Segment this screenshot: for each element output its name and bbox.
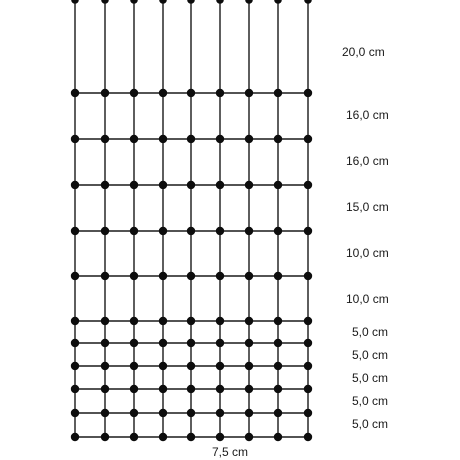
knot-r1-c3 <box>130 89 138 97</box>
knot-r1-c5 <box>187 89 195 97</box>
knot-r11-c7 <box>245 433 253 441</box>
knot-r5-c3 <box>130 272 138 280</box>
knot-r11-c9 <box>304 433 312 441</box>
knot-r7-c5 <box>187 339 195 347</box>
row-spacing-label-9: 5,0 cm <box>352 371 389 385</box>
knot-r9-c9 <box>304 385 312 393</box>
knot-r10-c4 <box>159 409 167 417</box>
knot-r9-c7 <box>245 385 253 393</box>
knot-r2-c4 <box>159 135 167 143</box>
vertical-wires <box>75 0 308 437</box>
knot-r8-c1 <box>71 362 79 370</box>
knot-r7-c1 <box>71 339 79 347</box>
knot-r2-c3 <box>130 135 138 143</box>
knot-r3-c7 <box>245 181 253 189</box>
knot-r2-c2 <box>101 135 109 143</box>
knot-r3-c1 <box>71 181 79 189</box>
row-spacing-label-11: 5,0 cm <box>352 417 389 431</box>
knot-r11-c6 <box>216 433 224 441</box>
knot-r7-c6 <box>216 339 224 347</box>
knot-r7-c9 <box>304 339 312 347</box>
knot-r10-c8 <box>274 409 282 417</box>
row-spacing-label-6: 10,0 cm <box>346 292 389 306</box>
knot-r10-c1 <box>71 409 79 417</box>
knot-r9-c3 <box>130 385 138 393</box>
knot-r2-c8 <box>274 135 282 143</box>
knot-r10-c3 <box>130 409 138 417</box>
knot-r10-c5 <box>187 409 195 417</box>
knot-r7-c3 <box>130 339 138 347</box>
knot-r9-c5 <box>187 385 195 393</box>
knot-r8-c8 <box>274 362 282 370</box>
knot-r5-c2 <box>101 272 109 280</box>
knot-r5-c6 <box>216 272 224 280</box>
knot-r11-c3 <box>130 433 138 441</box>
knot-r3-c4 <box>159 181 167 189</box>
knot-r1-c6 <box>216 89 224 97</box>
knot-r4-c2 <box>101 227 109 235</box>
knot-r5-c5 <box>187 272 195 280</box>
knot-r0-c2 <box>101 0 109 4</box>
knot-r8-c5 <box>187 362 195 370</box>
row-spacing-label-1: 20,0 cm <box>342 45 385 59</box>
row-spacing-label-10: 5,0 cm <box>352 394 389 408</box>
knot-r5-c1 <box>71 272 79 280</box>
knot-r3-c2 <box>101 181 109 189</box>
knot-r10-c2 <box>101 409 109 417</box>
knot-r0-c5 <box>187 0 195 4</box>
knot-r7-c4 <box>159 339 167 347</box>
knot-r0-c3 <box>130 0 138 4</box>
knot-r4-c3 <box>130 227 138 235</box>
knot-r11-c5 <box>187 433 195 441</box>
row-spacing-label-3: 16,0 cm <box>346 154 389 168</box>
knot-r2-c5 <box>187 135 195 143</box>
knot-r0-c4 <box>159 0 167 4</box>
knot-r8-c2 <box>101 362 109 370</box>
knot-r6-c8 <box>274 317 282 325</box>
knot-r10-c6 <box>216 409 224 417</box>
knot-r6-c9 <box>304 317 312 325</box>
knot-r4-c5 <box>187 227 195 235</box>
row-spacing-label-7: 5,0 cm <box>352 325 389 339</box>
knot-r2-c9 <box>304 135 312 143</box>
knot-r7-c7 <box>245 339 253 347</box>
knot-r1-c8 <box>274 89 282 97</box>
knot-r6-c5 <box>187 317 195 325</box>
knot-r0-c9 <box>304 0 312 4</box>
knot-r1-c9 <box>304 89 312 97</box>
knot-r0-c8 <box>274 0 282 4</box>
knot-r4-c8 <box>274 227 282 235</box>
knot-r0-c6 <box>216 0 224 4</box>
knot-r4-c4 <box>159 227 167 235</box>
knot-r4-c9 <box>304 227 312 235</box>
knot-r3-c6 <box>216 181 224 189</box>
knot-r3-c9 <box>304 181 312 189</box>
knot-r8-c7 <box>245 362 253 370</box>
knot-r1-c1 <box>71 89 79 97</box>
knot-r1-c4 <box>159 89 167 97</box>
knot-r8-c6 <box>216 362 224 370</box>
row-spacing-label-8: 5,0 cm <box>352 348 389 362</box>
knot-r6-c3 <box>130 317 138 325</box>
column-spacing-label: 7,5 cm <box>212 445 249 459</box>
knot-r5-c4 <box>159 272 167 280</box>
knot-r8-c4 <box>159 362 167 370</box>
knot-r4-c7 <box>245 227 253 235</box>
knot-r7-c8 <box>274 339 282 347</box>
knot-r5-c9 <box>304 272 312 280</box>
knot-r11-c8 <box>274 433 282 441</box>
knot-r9-c2 <box>101 385 109 393</box>
knot-r4-c1 <box>71 227 79 235</box>
knot-r2-c7 <box>245 135 253 143</box>
knot-r2-c1 <box>71 135 79 143</box>
knot-r8-c3 <box>130 362 138 370</box>
knot-r9-c6 <box>216 385 224 393</box>
row-spacing-label-5: 10,0 cm <box>346 246 389 260</box>
knot-r4-c6 <box>216 227 224 235</box>
knot-r11-c1 <box>71 433 79 441</box>
knot-r9-c8 <box>274 385 282 393</box>
row-spacing-label-4: 15,0 cm <box>346 200 389 214</box>
knot-r3-c3 <box>130 181 138 189</box>
knot-r3-c5 <box>187 181 195 189</box>
knot-r0-c1 <box>71 0 79 4</box>
knot-r10-c7 <box>245 409 253 417</box>
knot-r6-c1 <box>71 317 79 325</box>
knot-r6-c4 <box>159 317 167 325</box>
knot-r11-c4 <box>159 433 167 441</box>
knot-r6-c7 <box>245 317 253 325</box>
knot-r0-c7 <box>245 0 253 4</box>
knot-r9-c4 <box>159 385 167 393</box>
knot-r3-c8 <box>274 181 282 189</box>
knot-r7-c2 <box>101 339 109 347</box>
knot-r10-c9 <box>304 409 312 417</box>
knot-r2-c6 <box>216 135 224 143</box>
knot-r1-c2 <box>101 89 109 97</box>
knot-r11-c2 <box>101 433 109 441</box>
knot-r6-c6 <box>216 317 224 325</box>
knot-r9-c1 <box>71 385 79 393</box>
knot-r1-c7 <box>245 89 253 97</box>
knot-r8-c9 <box>304 362 312 370</box>
knot-r5-c7 <box>245 272 253 280</box>
knot-r6-c2 <box>101 317 109 325</box>
knot-r5-c8 <box>274 272 282 280</box>
row-spacing-label-2: 16,0 cm <box>346 108 389 122</box>
